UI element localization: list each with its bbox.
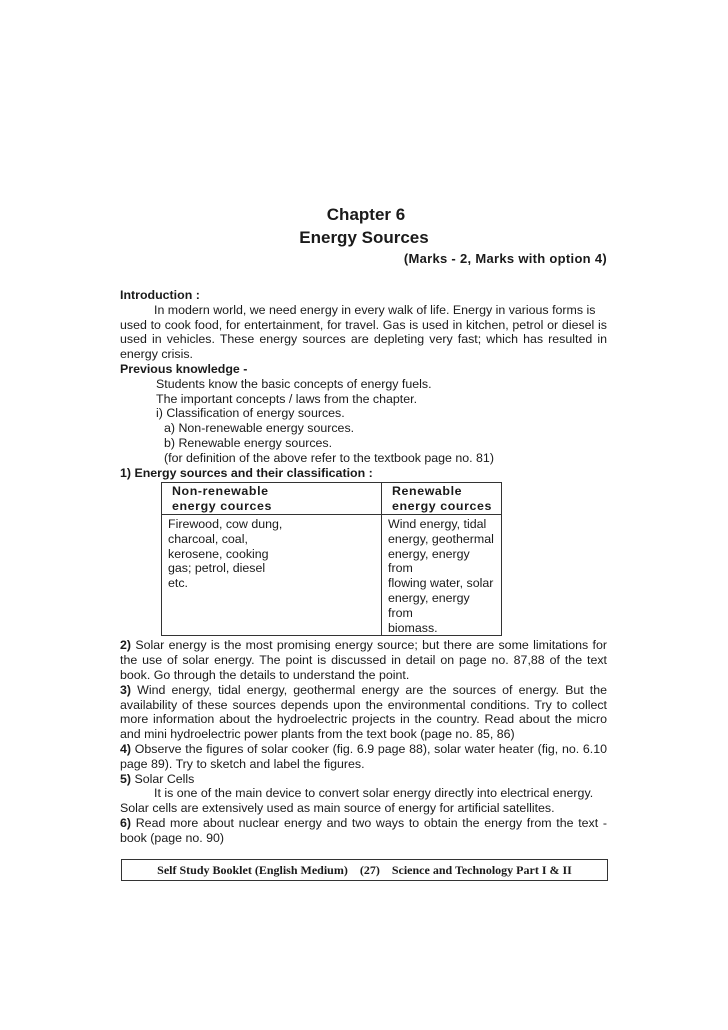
introduction-text: used to cook food, for entertainment, for travel. Gas is used in kitchen, petrol or diesel is used in vehicles. These energy sources are depleting very fast; which has resulted in energy crisis. bbox=[120, 317, 607, 362]
cell-line: energy, energy from bbox=[388, 590, 470, 620]
point-text: Solar Cells bbox=[131, 771, 195, 786]
previous-knowledge-subline: b) Renewable energy sources. bbox=[164, 435, 333, 450]
previous-knowledge-line: Students know the basic concepts of energy fuels. bbox=[156, 376, 432, 391]
previous-knowledge-heading: Previous knowledge - bbox=[120, 361, 248, 376]
point-6 bbox=[120, 816, 607, 846]
cell-line: energy, energy from bbox=[388, 546, 470, 576]
cell-line: biomass. bbox=[388, 620, 438, 635]
point-number: 5) bbox=[120, 771, 132, 786]
point-number: 4) bbox=[120, 741, 132, 756]
page-content bbox=[120, 288, 607, 845]
marks-note: (Marks - 2, Marks with option 4) bbox=[403, 251, 607, 266]
non-renewable-cell bbox=[162, 514, 382, 635]
point-text: Wind energy, tidal energy, geothermal energy are the sources of energy. But the availability of these sources depends upon the environmental conditions. Try to collect more information about the hydroelectric projects in the country. Read about the micro and mini hydroelectric power plants from the text book (page no. 85, 86) bbox=[120, 682, 607, 742]
previous-knowledge-line: i) Classification of energy sources. bbox=[156, 406, 345, 421]
classification-heading: 1) Energy sources and their classification : bbox=[120, 465, 373, 480]
point-number: 2) bbox=[120, 638, 132, 653]
introduction-first-line: In modern world, we need energy in every walk of life. Energy in various forms is bbox=[154, 302, 596, 317]
point-3 bbox=[120, 683, 607, 742]
energy-classification-table bbox=[161, 482, 502, 636]
previous-knowledge-subline: a) Non-renewable energy sources. bbox=[164, 421, 355, 436]
point-5-body-rest: Solar cells are extensively used as main source of energy for artificial satellites. bbox=[120, 801, 555, 816]
previous-knowledge-line: The important concepts / laws from the chapter. bbox=[156, 391, 418, 406]
point-2 bbox=[120, 638, 607, 682]
cell-line: Firewood, cow dung, bbox=[168, 516, 283, 531]
point-5-body-first: It is one of the main device to convert solar energy directly into electrical energy. bbox=[154, 786, 594, 801]
table-header-renewable bbox=[382, 483, 502, 515]
table-row bbox=[162, 514, 502, 635]
introduction-heading: Introduction : bbox=[120, 288, 200, 302]
cell-line: gas; petrol, diesel bbox=[168, 561, 266, 576]
header-line: Renewable bbox=[392, 484, 463, 499]
table-header-row bbox=[162, 483, 502, 515]
point-text: Read more about nuclear energy and two ways to obtain the energy from the text - book (page no. 90) bbox=[120, 815, 607, 845]
cell-line: energy, geothermal bbox=[388, 531, 494, 546]
page-footer: Self Study Booklet (English Medium) (27) Science and Technology Part I & II bbox=[121, 859, 608, 881]
renewable-cell bbox=[382, 514, 502, 635]
cell-line: flowing water, solar bbox=[388, 576, 494, 591]
header-line: energy cources bbox=[392, 499, 492, 514]
cell-line: Wind energy, tidal bbox=[388, 516, 487, 531]
point-5 bbox=[120, 772, 607, 787]
previous-knowledge-subline: (for definition of the above refer to the textbook page no. 81) bbox=[164, 450, 494, 465]
point-4 bbox=[120, 742, 607, 772]
point-text: Solar energy is the most promising energy source; but there are some limitations for the use of solar energy. The point is discussed in detail on page no. 87,88 of the text book. Go through the details to understand the point. bbox=[120, 638, 607, 682]
cell-line: charcoal, coal, bbox=[168, 531, 248, 546]
point-text: Observe the figures of solar cooker (fig. 6.9 page 88), solar water heater (fig, no. 6.10 page 89). Try to sketch and label the figures. bbox=[120, 741, 607, 771]
header-line: energy cources bbox=[172, 499, 272, 514]
point-number: 6) bbox=[120, 815, 132, 830]
cell-line: etc. bbox=[168, 576, 188, 591]
header-line: Non-renewable bbox=[172, 484, 269, 499]
chapter-number: Chapter 6 bbox=[326, 205, 406, 224]
table-header-non-renewable bbox=[162, 483, 382, 515]
point-number: 3) bbox=[120, 682, 132, 697]
chapter-title: Energy Sources bbox=[299, 228, 429, 247]
cell-line: kerosene, cooking bbox=[168, 546, 269, 561]
